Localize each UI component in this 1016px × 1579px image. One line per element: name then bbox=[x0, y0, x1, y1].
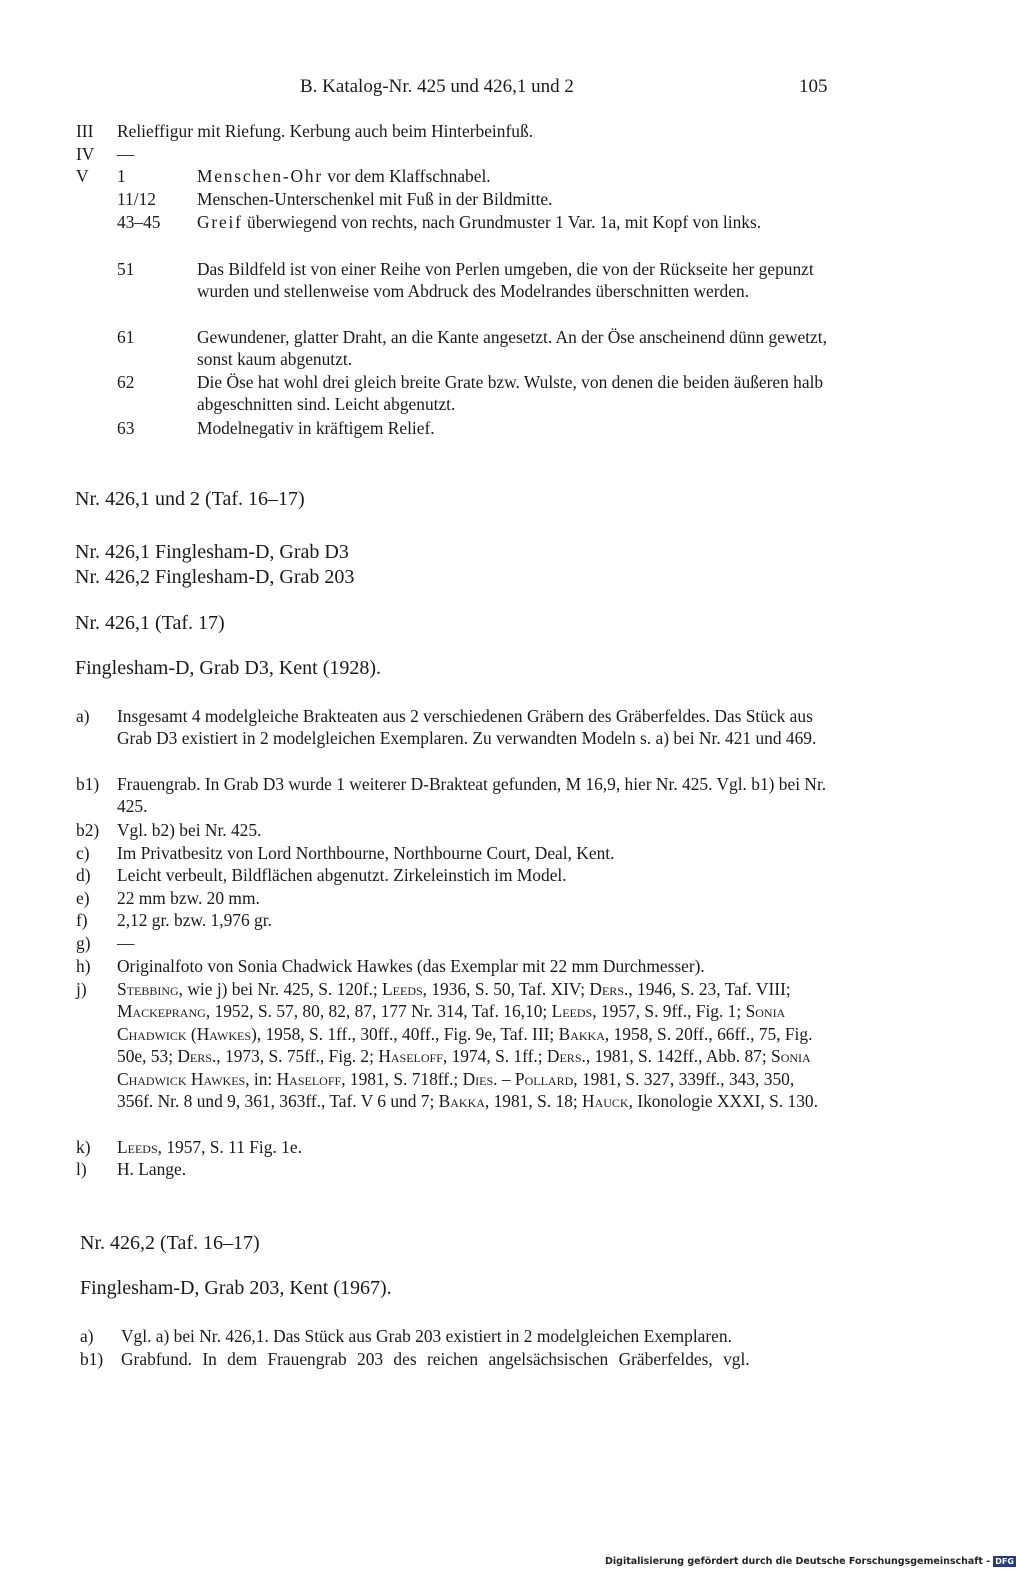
entry-text: Vgl. a) bei Nr. 426,1. Das Stück aus Grab 203 existiert in 2 modelgleichen Exemplaren. bbox=[121, 1326, 732, 1346]
grade-v-text: Greif überwiegend von rechts, nach Grundmuster 1 Var. 1a, mit Kopf von links. bbox=[197, 212, 762, 232]
grade-label-iii: III bbox=[76, 121, 94, 141]
entry-key: e) bbox=[76, 888, 90, 908]
entry-text: Originalfoto von Sonia Chadwick Hawkes (das Exemplar mit 22 mm Durchmesser). bbox=[117, 956, 705, 976]
grade-v-num: 43–45 bbox=[117, 212, 161, 232]
entry-key: g) bbox=[76, 933, 91, 953]
entry-key: d) bbox=[76, 865, 91, 885]
grade-v-num: 1 bbox=[117, 166, 126, 186]
entry-text: Grabfund. In dem Frauengrab 203 des reichen angelsächsischen Gräberfeldes, vgl. bbox=[121, 1349, 750, 1369]
grade-v-num: 51 bbox=[117, 259, 135, 279]
entry-key: k) bbox=[76, 1137, 91, 1157]
entry-key: b1) bbox=[80, 1349, 104, 1369]
grade-text-iii: Relieffigur mit Riefung. Kerbung auch beim Hinterbeinfuß. bbox=[117, 121, 533, 141]
running-head: B. Katalog-Nr. 425 und 426,1 und 2 bbox=[300, 76, 574, 97]
page-number: 105 bbox=[799, 76, 828, 97]
entry-key: l) bbox=[76, 1159, 87, 1179]
entry-text: Leeds, 1957, S. 11 Fig. 1e. bbox=[117, 1137, 302, 1157]
entry-text: 2,12 gr. bzw. 1,976 gr. bbox=[117, 910, 272, 930]
entry-text: H. Lange. bbox=[117, 1159, 187, 1179]
entry-key: b2) bbox=[76, 820, 100, 840]
entry-key: a) bbox=[80, 1326, 94, 1346]
entry-text: Frauengrab. In Grab D3 wurde 1 weiterer D-Brakteat gefunden, M 16,9, hier Nr. 425. Vgl. b1) bei Nr. 425. bbox=[117, 774, 827, 817]
dfg-logo: DFG bbox=[995, 1557, 1014, 1566]
entry-key: j) bbox=[76, 979, 87, 999]
grade-v-text: Modelnegativ in kräftigem Relief. bbox=[197, 418, 435, 438]
grade-label-v: V bbox=[76, 166, 89, 186]
entry-text: Insgesamt 4 modelgleiche Brakteaten aus 2 verschiedenen Gräbern des Gräberfeldes. Das Stück aus Grab D3 existiert in 2 modelgleichen Exemplaren. Zu verwandten Modeln s. a) bei Nr. 421 und 469. bbox=[117, 706, 817, 749]
entry-text: Vgl. b2) bei Nr. 425. bbox=[117, 820, 262, 840]
section-heading: Nr. 426,1 und 2 (Taf. 16–17) bbox=[75, 488, 305, 510]
grade-text-iv: — bbox=[117, 144, 135, 164]
entry-heading: Nr. 426,2 (Taf. 16–17) bbox=[80, 1232, 260, 1254]
digitization-footer bbox=[605, 1556, 1016, 1567]
grade-v-text: Das Bildfeld ist von einer Reihe von Perlen umgeben, die von der Rückseite her gepunzt wurden und stellenweise vom Abdruck des Modelrandes überschnitten werden. bbox=[197, 259, 814, 302]
entry-text: Im Privatbesitz von Lord Northbourne, Northbourne Court, Deal, Kent. bbox=[117, 843, 615, 863]
grade-v-text: Menschen-Ohr vor dem Klaffschnabel. bbox=[197, 166, 491, 186]
find-location-heading: Finglesham-D, Grab 203, Kent (1967). bbox=[80, 1277, 392, 1299]
grade-v-num: 61 bbox=[117, 327, 135, 347]
section-subheading: Nr. 426,1 Finglesham-D, Grab D3 bbox=[75, 541, 349, 563]
entry-key: a) bbox=[76, 706, 90, 726]
entry-text: 22 mm bzw. 20 mm. bbox=[117, 888, 260, 908]
entry-key: h) bbox=[76, 956, 91, 976]
grade-v-text: Menschen-Unterschenkel mit Fuß in der Bildmitte. bbox=[197, 189, 553, 209]
find-location-heading: Finglesham-D, Grab D3, Kent (1928). bbox=[75, 657, 382, 679]
entry-heading: Nr. 426,1 (Taf. 17) bbox=[75, 612, 225, 634]
entry-text: — bbox=[117, 933, 135, 953]
section-subheading: Nr. 426,2 Finglesham-D, Grab 203 bbox=[75, 566, 355, 588]
entry-key: b1) bbox=[76, 774, 100, 794]
entry-text: Leicht verbeult, Bildflächen abgenutzt. Zirkeleinstich im Model. bbox=[117, 865, 567, 885]
grade-label-iv: IV bbox=[76, 144, 95, 164]
bibliography-text: Stebbing, wie j) bei Nr. 425, S. 120f.; Leeds, 1936, S. 50, Taf. XIV; Ders., 1946, S. 23, Taf. VIII; Mackeprang, 1952, S. 57, 80, 82, 87, 177 Nr. 314, Taf. 16,10; Leeds, 1957, S. 9ff., Fig. 1; Sonia Chadwick (Hawkes), 1958, S. 1ff., 30ff., 40ff., Fig. 9e, Taf. III; Bakka, 1958, S. 20ff., 66ff., 75, Fig. 50e, 53; Ders., 1973, S. 75ff., Fig. 2; Haseloff, 1974, S. 1ff.; Ders., 1981, S. 142ff., Abb. 87; Sonia Chadwick Hawkes, in: Haseloff, 1981, S. 718ff.; Dies. – Pollard, 1981, S. 327, 339ff., 343, 350, 356f. Nr. 8 und 9, 361, 363ff., Taf. V 6 und 7; Bakka, 1981, S. 18; Hauck, Ikonologie XXXI, S. 130. bbox=[117, 979, 818, 1112]
grade-v-text: Gewundener, glatter Draht, an die Kante angesetzt. An der Öse anscheinend dünn gewetzt, sonst kaum abgenutzt. bbox=[197, 327, 827, 370]
grade-v-num: 62 bbox=[117, 372, 135, 392]
grade-v-num: 63 bbox=[117, 418, 135, 438]
footer-text: Digitalisierung gefördert durch die Deutsche Forschungsgemeinschaft - bbox=[605, 1556, 991, 1567]
grade-v-num: 11/12 bbox=[117, 189, 156, 209]
entry-key: f) bbox=[76, 910, 88, 930]
grade-v-text: Die Öse hat wohl drei gleich breite Grate bzw. Wulste, von denen die beiden äußeren halb abgeschnitten sind. Leicht abgenutzt. bbox=[197, 372, 824, 415]
entry-key: c) bbox=[76, 843, 90, 863]
